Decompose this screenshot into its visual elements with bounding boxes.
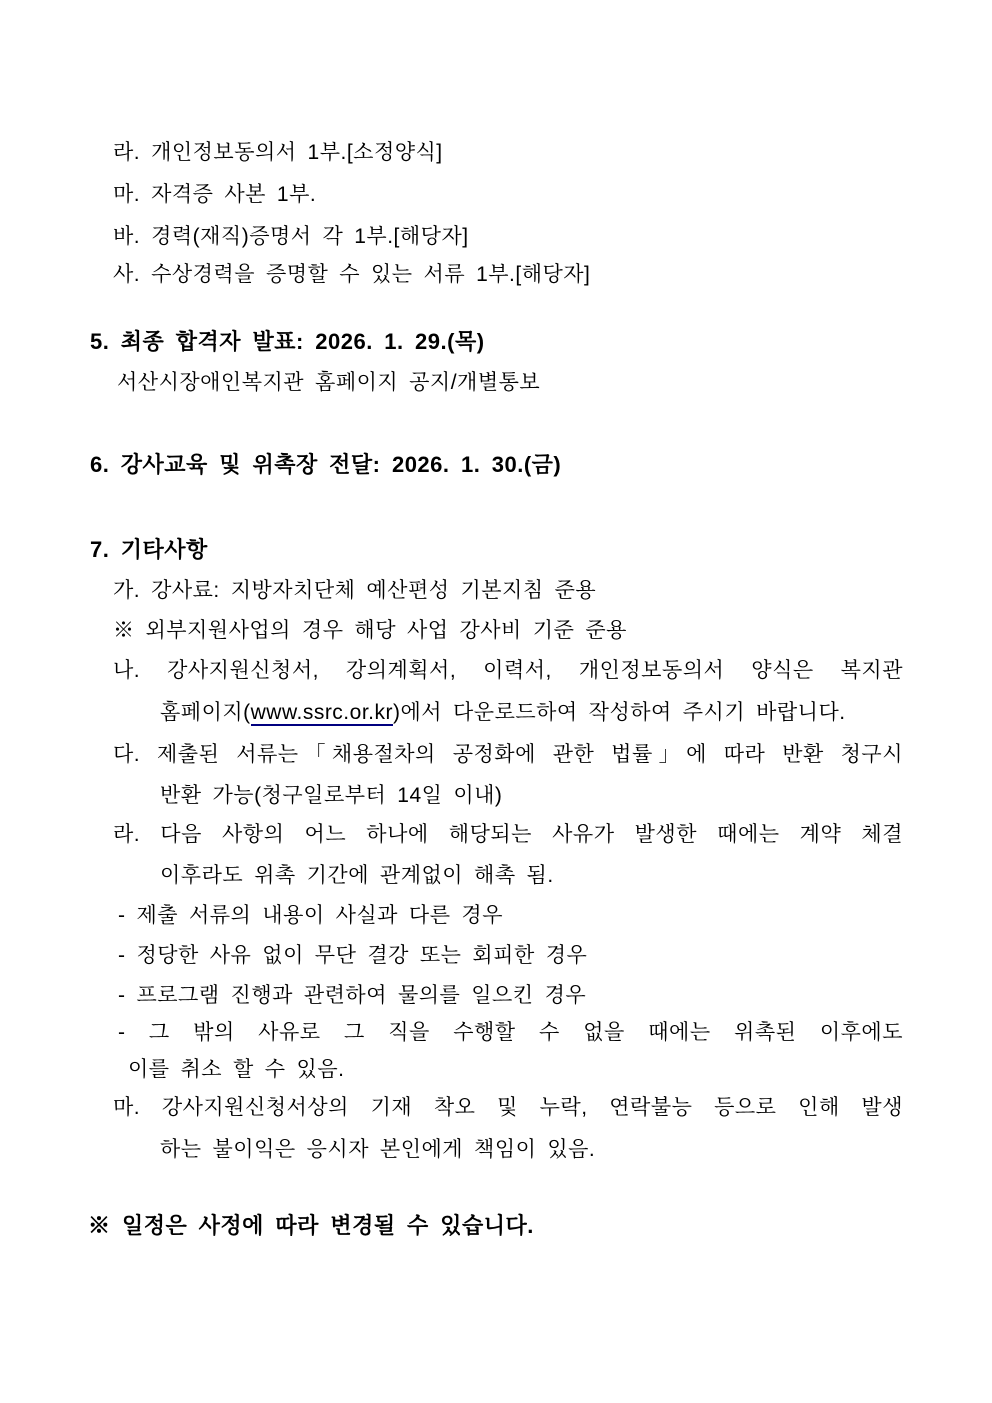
- section7-note-external: ※ 외부지원사업의 경우 해당 사업 강사비 기준 준용: [113, 619, 627, 642]
- attachment-item-sa: 사. 수상경력을 증명할 수 있는 서류 1부.[해당자]: [113, 263, 591, 286]
- section7-item-ga: 가. 강사료: 지방자치단체 예산편성 기본지침 준용: [113, 579, 597, 602]
- section7-bullet4-line1: - 그 밖의 사유로 그 직을 수행할 수 없을 때에는 위촉된 이후에도: [118, 1021, 903, 1044]
- attachment-item-ra: 라. 개인정보동의서 1부.[소정양식]: [113, 141, 443, 164]
- section7-item-ma-line2: 하는 불이익은 응시자 본인에게 책임이 있음.: [160, 1138, 596, 1161]
- section7-item-na-line1: 나. 강사지원신청서, 강의계획서, 이력서, 개인정보동의서 양식은 복지관: [113, 659, 903, 682]
- section6-heading: 6. 강사교육 및 위촉장 전달: 2026. 1. 30.(금): [90, 452, 562, 477]
- section7-item-ra-line1: 라. 다음 사항의 어느 하나에 해당되는 사유가 발생한 때에는 계약 체결: [113, 823, 903, 846]
- footer-note: ※ 일정은 사정에 따라 변경될 수 있습니다.: [88, 1213, 534, 1238]
- section7-bullet3: - 프로그램 진행과 관련하여 물의를 일으킨 경우: [118, 984, 587, 1007]
- section7-item-ra-line2: 이후라도 위촉 기간에 관계없이 해촉 됨.: [160, 864, 554, 887]
- section7-bullet4-line2: 이를 취소 할 수 있음.: [128, 1058, 345, 1081]
- section5-heading: 5. 최종 합격자 발표: 2026. 1. 29.(목): [90, 329, 485, 354]
- section7-bullet2: - 정당한 사유 없이 무단 결강 또는 회피한 경우: [118, 944, 588, 967]
- website-link[interactable]: www.ssrc.or.kr: [250, 701, 393, 724]
- section7-item-da-line1: 다. 제출된 서류는「채용절차의 공정화에 관한 법률」에 따라 반환 청구시: [113, 743, 903, 766]
- section7-item-ma-line1: 마. 강사지원신청서상의 기재 착오 및 누락, 연락불능 등으로 인해 발생: [113, 1096, 903, 1119]
- section7-item-da-line2: 반환 가능(청구일로부터 14일 이내): [160, 784, 503, 807]
- section5-body: 서산시장애인복지관 홈페이지 공지/개별통보: [117, 371, 541, 394]
- section7-item-na-line2: [160, 698, 846, 728]
- section7-bullet1: - 제출 서류의 내용이 사실과 다른 경우: [118, 904, 504, 927]
- item-na-line2-prefix: 홈페이지(: [160, 701, 251, 724]
- section7-heading: 7. 기타사항: [90, 537, 208, 562]
- attachment-item-ba: 바. 경력(재직)증명서 각 1부.[해당자]: [113, 225, 469, 248]
- item-na-line2-suffix: )에서 다운로드하여 작성하여 주시기 바랍니다.: [392, 701, 846, 724]
- attachment-item-ma: 마. 자격증 사본 1부.: [113, 183, 317, 206]
